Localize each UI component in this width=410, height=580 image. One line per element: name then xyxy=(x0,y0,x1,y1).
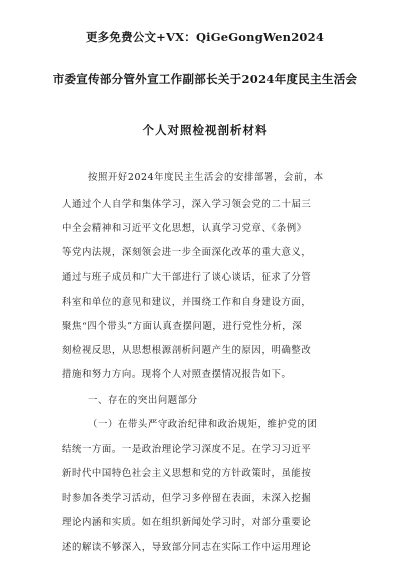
body-line: 科室和单位的意见和建议，并围绕工作和自身建设方面， xyxy=(62,297,312,308)
document-subtitle: 个人对照检视剖析材料 xyxy=(142,123,268,137)
body-line: 等党内法规，深刻领会进一步全面深化改革的重大意义， xyxy=(62,247,312,258)
body-line: 聚焦“四个带头”方面认真查摆问题，进行党性分析，深 xyxy=(62,321,303,332)
body-line: 中全会精神和习近平文化思想，认真学习党章、《条例》 xyxy=(62,223,307,234)
body-line: 按照开好2024年度民主生活会的安排部署，会前，本 xyxy=(88,172,324,183)
document-title: 市委宣传部分管外宣工作副部长关于2024年度民主生活会 xyxy=(52,72,358,86)
body-line: 通过与班子成员和广大干部进行了谈心谈话，征求了分管 xyxy=(62,272,312,283)
body-line: 结统一方面。一是政治理论学习深度不足。在学习习近平 xyxy=(62,444,312,455)
body-line: 理论内涵和实质。如在组织新闻处学习时，对部分重要论 xyxy=(62,517,312,528)
body-line: 措施和努力方向。现将个人对照查摆情况报告如下。 xyxy=(62,369,292,380)
section-heading: 一、存在的突出问题部分 xyxy=(88,395,198,406)
body-line: 刻检视反思，从思想根源剖析问题产生的原因，明确整改 xyxy=(62,345,312,356)
body-line: 时参加各类学习活动，但学习多停留在表面，未深入挖掘 xyxy=(62,493,312,504)
body-line: 人通过个人自学和集体学习，深入学习领会党的二十届三 xyxy=(62,199,312,210)
body-line: 新时代中国特色社会主义思想和党的方针政策时，虽能按 xyxy=(62,468,312,479)
watermark-header: 更多免费公文+VX：QiGeGongWen2024 xyxy=(85,30,325,44)
body-line: （一）在带头严守政治纪律和政治规矩，维护党的团 xyxy=(88,419,318,430)
body-line: 述的解读不够深入，导致部分同志在实际工作中运用理论 xyxy=(62,542,312,553)
